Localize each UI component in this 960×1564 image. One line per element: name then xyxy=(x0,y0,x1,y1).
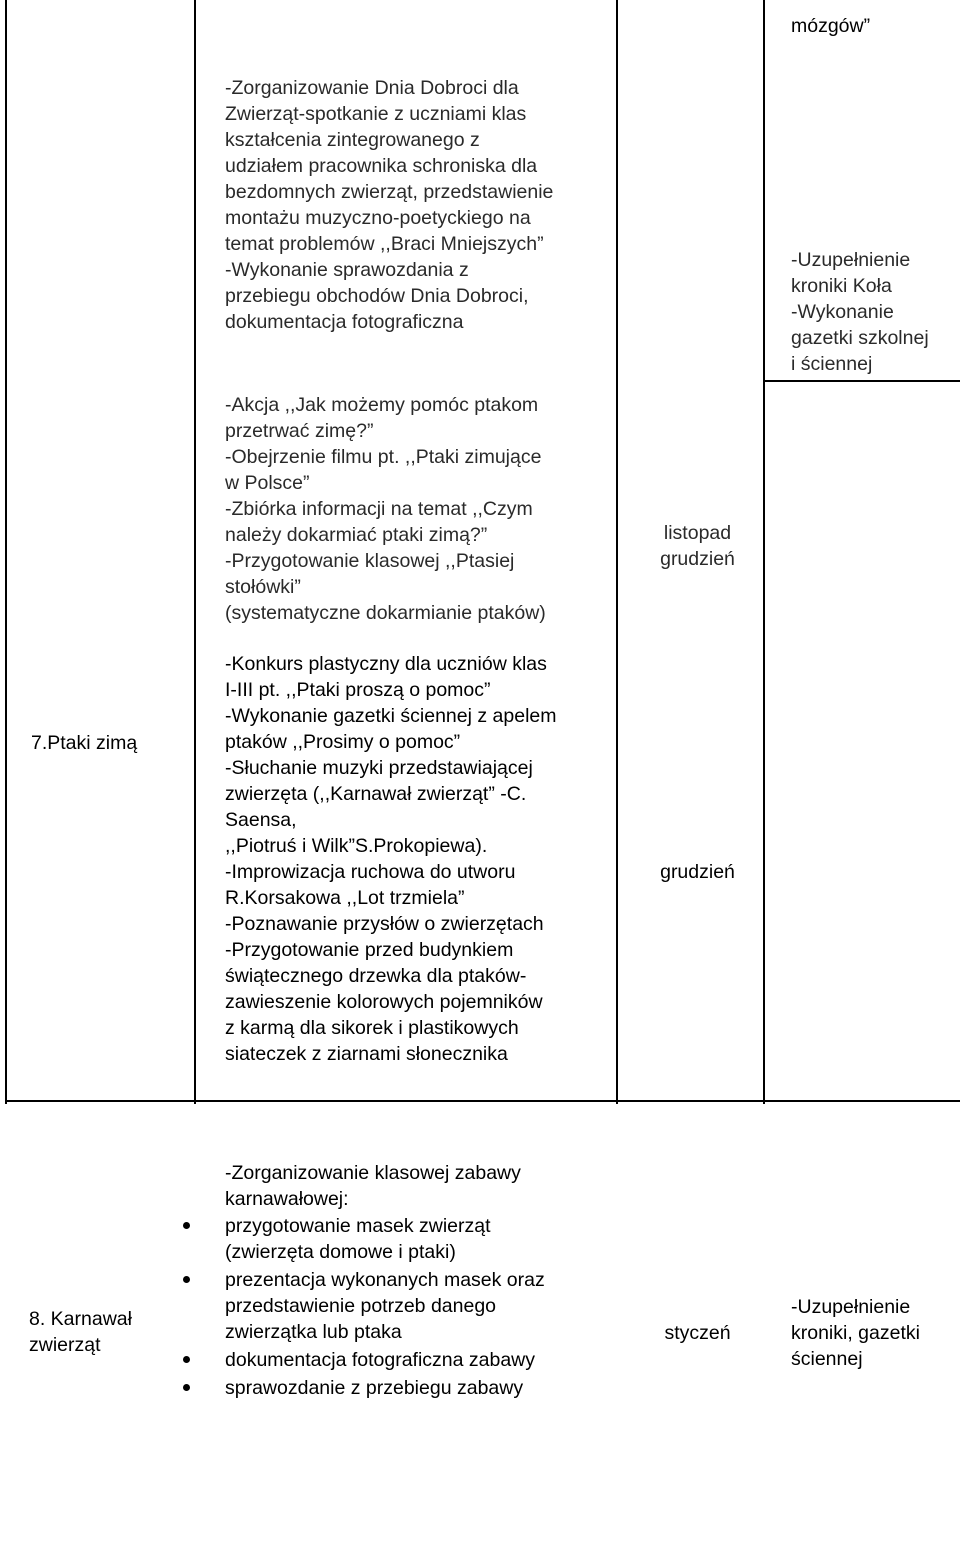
activity-line: -Improwizacja ruchowa do utworu xyxy=(225,861,516,883)
remark-line: -Uzupełnienie xyxy=(791,249,911,271)
activity-line: Zwierząt-spotkanie z uczniami klas xyxy=(225,103,527,125)
activity-line: bezdomnych zwierząt, przedstawienie xyxy=(225,181,554,203)
activity-line: -Konkurs plastyczny dla uczniów klas xyxy=(225,653,547,675)
activity-line: temat problemów ,,Braci Mniejszych” xyxy=(225,233,544,255)
bullet-icon xyxy=(183,1222,190,1229)
karnawal-remarks xyxy=(791,1294,920,1372)
remark-line: -Uzupełnienie xyxy=(791,1296,911,1318)
activity-line: karnawałowej: xyxy=(225,1188,349,1210)
activity-line: dokumentacja fotograficzna xyxy=(225,311,464,333)
ptaki-activities-b xyxy=(225,651,557,1067)
list-item: zwierzątka lub ptaka xyxy=(225,1321,402,1343)
list-item: przedstawienie potrzeb danego xyxy=(225,1295,497,1317)
activity-line: ,,Piotruś i Wilk”S.Prokopiewa). xyxy=(225,835,488,857)
ptaki-term-b: grudzień xyxy=(660,861,735,883)
dobroci-activities xyxy=(225,75,553,335)
remark-line: ściennej xyxy=(791,1348,863,1370)
activity-line: montażu muzyczno-poetyckiego na xyxy=(225,207,531,229)
grid-line-row1 xyxy=(763,380,960,382)
bullet-icon xyxy=(183,1356,190,1363)
list-item: (zwierzęta domowe i ptaki) xyxy=(225,1241,456,1263)
activity-line: stołówki” xyxy=(225,576,301,598)
activity-line: zawieszenie kolorowych pojemników xyxy=(225,991,543,1013)
activity-line: świątecznego drzewka dla ptaków- xyxy=(225,965,527,987)
activity-line: R.Korsakowa ,,Lot trzmiela” xyxy=(225,887,465,909)
remark-line: -Wykonanie xyxy=(791,301,894,323)
activity-line: -Obejrzenie filmu pt. ,,Ptaki zimujące xyxy=(225,446,542,468)
activity-line: udziałem pracownika schroniska dla xyxy=(225,155,538,177)
remark-line: kroniki, gazetki xyxy=(791,1322,920,1344)
activity-line: ptaków ,,Prosimy o pomoc” xyxy=(225,731,461,753)
bullet-icon xyxy=(183,1384,190,1391)
grid-line-col1 xyxy=(194,0,196,1104)
activity-line: -Zorganizowanie klasowej zabawy xyxy=(225,1162,521,1184)
ptaki-term-a xyxy=(640,520,755,572)
grid-line-col2 xyxy=(616,0,618,1104)
activity-line: przebiegu obchodów Dnia Dobroci, xyxy=(225,285,529,307)
remark-line: i ściennej xyxy=(791,353,873,375)
activity-line: (systematyczne dokarmianie ptaków) xyxy=(225,602,546,624)
activity-line: -Poznawanie przysłów o zwierzętach xyxy=(225,913,544,935)
activity-line: -Przygotowanie przed budynkiem xyxy=(225,939,514,961)
activity-line: w Polsce” xyxy=(225,472,310,494)
activity-line: -Wykonanie gazetki ściennej z apelem xyxy=(225,705,557,727)
activity-line: -Zbiórka informacji na temat ,,Czym xyxy=(225,498,533,520)
activity-line: przetrwać zimę?” xyxy=(225,420,374,442)
activity-line: -Słuchanie muzyki przedstawiającej xyxy=(225,757,533,779)
term-line: grudzień xyxy=(660,548,735,570)
activity-line: kształcenia zintegrowanego z xyxy=(225,129,480,151)
term-line: listopad xyxy=(663,522,732,544)
remark-line: gazetki szkolnej xyxy=(791,327,929,349)
activity-line: I-III pt. ,,Ptaki proszą o pomoc” xyxy=(225,679,491,701)
list-item: prezentacja wykonanych masek oraz xyxy=(225,1269,545,1291)
activity-line: -Zorganizowanie Dnia Dobroci dla xyxy=(225,77,519,99)
topic-line: 8. Karnawał xyxy=(29,1308,132,1330)
activity-line: należy dokarmiać ptaki zimą?” xyxy=(225,524,488,546)
top-remark: mózgów” xyxy=(791,15,871,37)
topic-karnawal xyxy=(29,1306,132,1358)
activity-line: -Wykonanie sprawozdania z xyxy=(225,259,469,281)
grid-line-col3 xyxy=(763,0,765,1104)
topic-ptaki: 7.Ptaki zimą xyxy=(31,732,138,754)
activity-line: -Akcja ,,Jak możemy pomóc ptakom xyxy=(225,394,539,416)
activity-line: -Przygotowanie klasowej ,,Ptasiej xyxy=(225,550,515,572)
ptaki-activities-a xyxy=(225,392,546,626)
bullet-icon xyxy=(183,1276,190,1283)
activity-line: z karmą dla sikorek i plastikowych xyxy=(225,1017,519,1039)
activity-line: zwierzęta (,,Karnawał zwierząt” -C. xyxy=(225,783,527,805)
grid-line-row2 xyxy=(5,1100,960,1102)
list-item: dokumentacja fotograficzna zabawy xyxy=(225,1349,536,1371)
remark-line: kroniki Koła xyxy=(791,275,892,297)
dobroci-remarks xyxy=(791,247,929,377)
grid-line-left xyxy=(5,0,7,1104)
karnawal-term: styczeń xyxy=(664,1322,731,1344)
karnawal-activities xyxy=(225,1160,521,1212)
activity-line: Saensa, xyxy=(225,809,297,831)
activity-line: siateczek z ziarnami słonecznika xyxy=(225,1043,508,1065)
topic-line: zwierząt xyxy=(29,1334,101,1356)
list-item: przygotowanie masek zwierząt xyxy=(225,1215,491,1237)
list-item: sprawozdanie z przebiegu zabawy xyxy=(225,1377,524,1399)
